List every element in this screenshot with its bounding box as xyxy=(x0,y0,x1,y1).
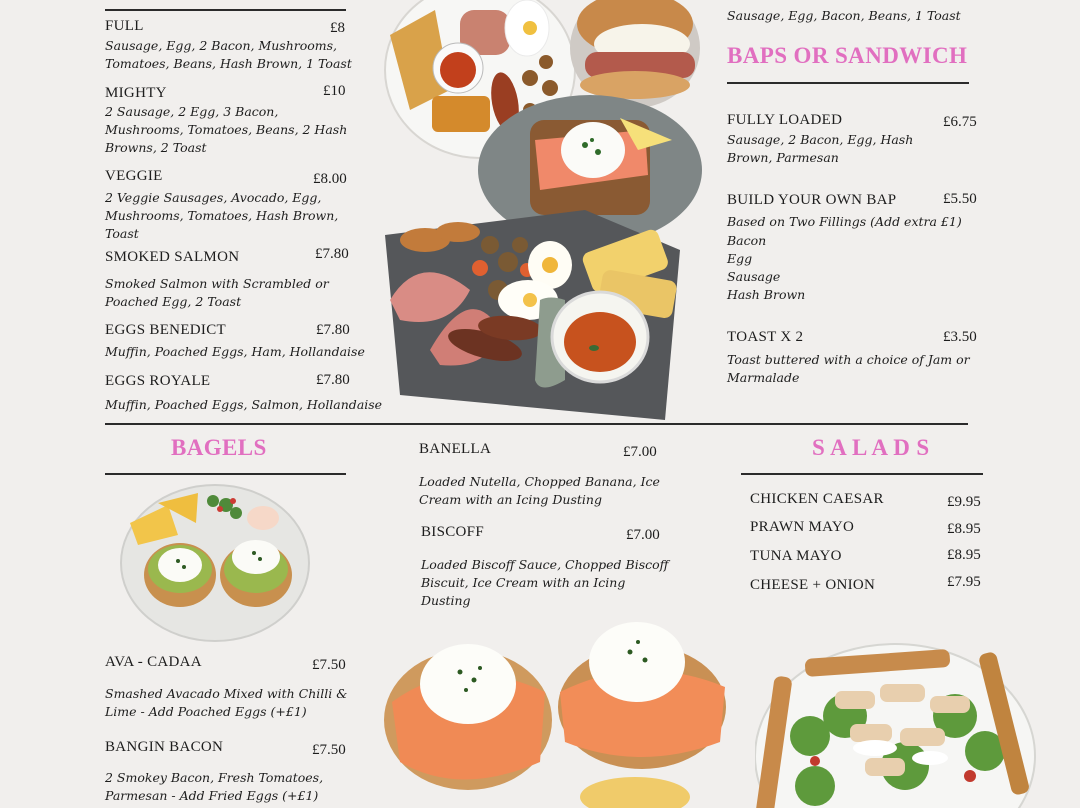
section-divider xyxy=(105,423,968,425)
item-name: BUILD YOUR OWN BAP xyxy=(727,192,897,208)
baps-heading: BAPS OR SANDWICH xyxy=(727,43,968,68)
item-name: BISCOFF xyxy=(421,524,484,540)
item-price: £9.95 xyxy=(947,494,981,510)
item-name: BANGIN BACON xyxy=(105,739,224,755)
item-price: £7.80 xyxy=(316,372,350,388)
item-name: CHEESE + ONION xyxy=(750,577,876,593)
item-desc: Smashed Avacado Mixed with Chilli & Lime - Add Poached Eggs (+£1) xyxy=(105,686,348,719)
kids-breakfast-desc: Sausage, Egg, Bacon, Beans, 1 Toast xyxy=(727,8,961,23)
item-price: £3.50 xyxy=(943,329,977,345)
baps-rule xyxy=(727,82,969,84)
item-name: VEGGIE xyxy=(105,168,163,184)
item-desc: Toast buttered with a choice of Jam or Marmalade xyxy=(727,352,970,385)
bap-option: Sausage xyxy=(727,269,781,284)
item-price: £7.00 xyxy=(623,444,657,460)
item-desc: 2 Veggie Sausages, Avocado, Egg, Mushrooms, Tomatoes, Hash Brown, Toast xyxy=(105,190,339,241)
item-name: TUNA MAYO xyxy=(750,548,842,564)
breakfast-photo xyxy=(380,0,710,425)
item-desc: Smoked Salmon with Scrambled or Poached Egg, 2 Toast xyxy=(105,276,329,309)
bap-option: Bacon xyxy=(727,233,767,248)
item-desc: 2 Sausage, 2 Egg, 3 Bacon, Mushrooms, Tomatoes, Beans, 2 Hash Browns, 2 Toast xyxy=(105,104,348,155)
item-name: AVA - CADAA xyxy=(105,654,202,670)
item-desc: Loaded Biscoff Sauce, Chopped Biscoff Biscuit, Ice Cream with an Icing Dusting xyxy=(421,557,669,608)
item-price: £7.95 xyxy=(947,574,981,590)
bap-option: Hash Brown xyxy=(727,287,806,302)
salads-rule xyxy=(741,473,983,475)
item-name: MIGHTY xyxy=(105,85,167,101)
item-name: CHICKEN CAESAR xyxy=(750,491,884,507)
item-price: £8.95 xyxy=(947,547,981,563)
item-price: £7.80 xyxy=(315,246,349,262)
item-desc: Based on Two Fillings (Add extra £1) xyxy=(727,214,962,229)
item-desc: Sausage, 2 Bacon, Egg, Hash Brown, Parmesan xyxy=(727,132,914,165)
bap-option: Egg xyxy=(727,251,753,266)
item-price: £7.50 xyxy=(312,742,346,758)
item-name: FULL xyxy=(105,18,144,34)
item-price: £7.50 xyxy=(312,657,346,673)
bagels-rule xyxy=(105,473,346,475)
item-name: EGGS BENEDICT xyxy=(105,322,226,338)
item-price: £8.95 xyxy=(947,521,981,537)
item-name: BANELLA xyxy=(419,441,492,457)
item-price: £10 xyxy=(323,83,346,99)
item-name: TOAST X 2 xyxy=(727,329,804,345)
bagels-heading: BAGELS xyxy=(171,435,267,460)
item-desc: Muffin, Poached Eggs, Salmon, Hollandaise xyxy=(105,397,383,412)
salad-photo xyxy=(755,636,1040,808)
item-name: FULLY LOADED xyxy=(727,112,843,128)
item-name: EGGS ROYALE xyxy=(105,373,211,389)
item-desc: Loaded Nutella, Chopped Banana, Ice Cream with an Icing Dusting xyxy=(419,474,660,507)
top-left-rule xyxy=(105,9,346,11)
item-price: £6.75 xyxy=(943,114,977,130)
bagel-photo xyxy=(118,483,314,645)
item-name: SMOKED SALMON xyxy=(105,249,240,265)
item-name: PRAWN MAYO xyxy=(750,519,855,535)
item-price: £8.00 xyxy=(313,171,347,187)
item-desc: Sausage, Egg, 2 Bacon, Mushrooms, Tomatoes, Beans, Hash Brown, 1 Toast xyxy=(105,38,352,71)
salads-heading: S A L A D S xyxy=(812,435,930,460)
item-desc: Muffin, Poached Eggs, Ham, Hollandaise xyxy=(105,344,365,359)
item-price: £8 xyxy=(330,20,345,36)
royale-bagel-photo xyxy=(380,612,735,808)
item-price: £7.00 xyxy=(626,527,660,543)
item-desc: 2 Smokey Bacon, Fresh Tomatoes, Parmesan - Add Fried Eggs (+£1) xyxy=(105,770,324,803)
item-price: £5.50 xyxy=(943,191,977,207)
item-price: £7.80 xyxy=(316,322,350,338)
